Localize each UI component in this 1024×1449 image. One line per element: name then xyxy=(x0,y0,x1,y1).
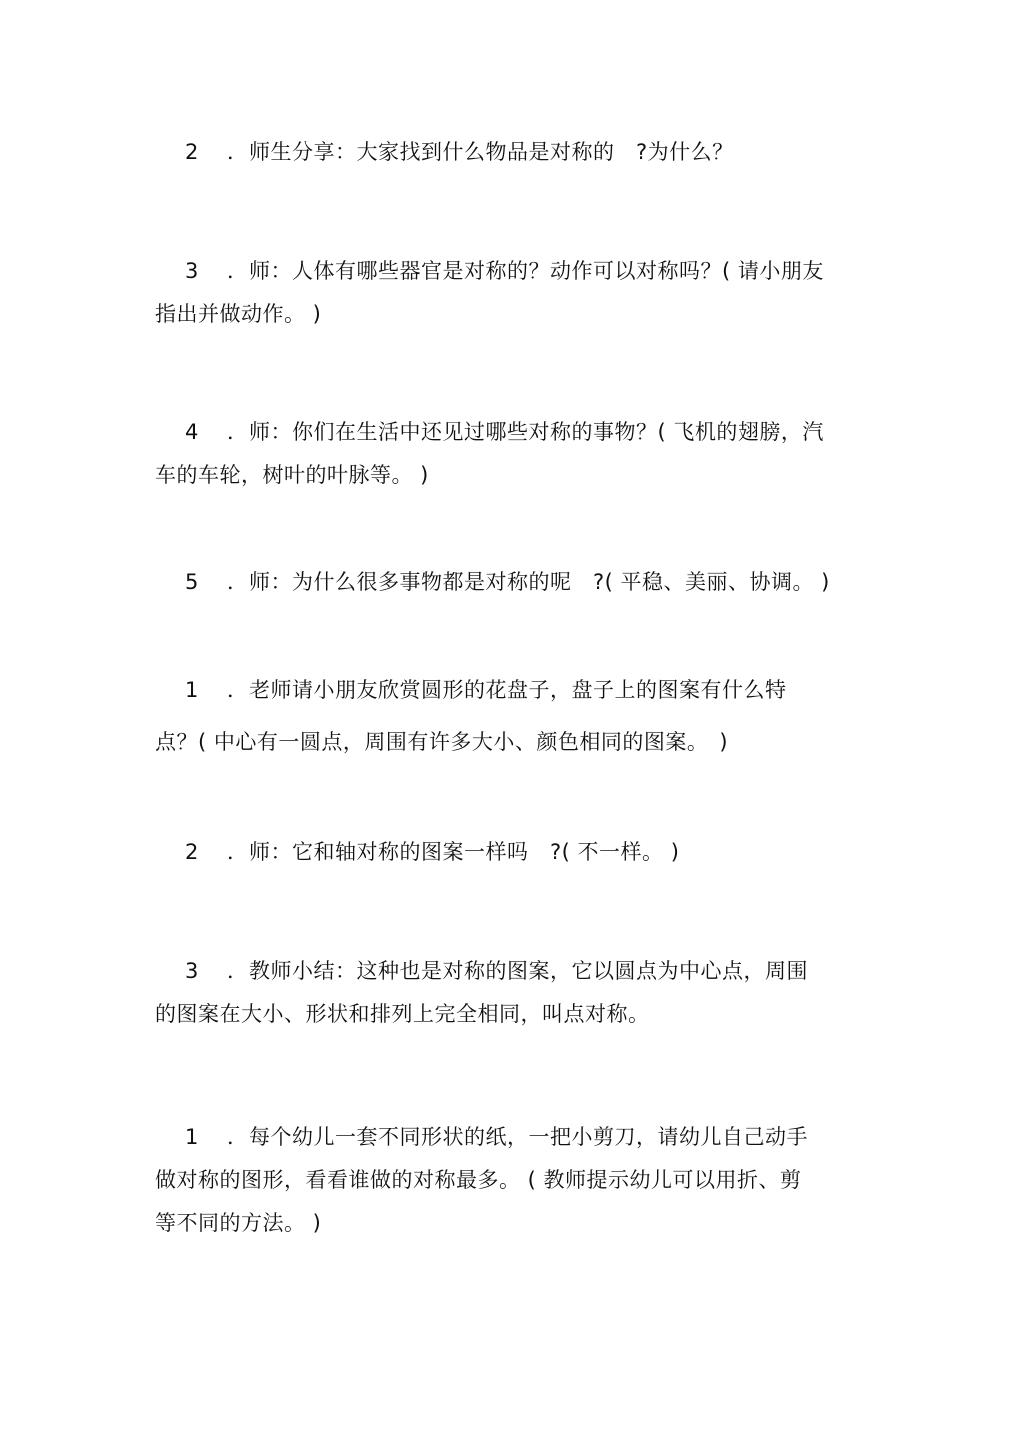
item-text: 点？( 中心有一圆点，周围有许多大小、颜色相同的图案。 ) xyxy=(155,730,729,754)
item-number: 1 xyxy=(185,678,199,702)
item-separator: ． xyxy=(227,678,249,702)
item-number: 2 xyxy=(185,140,199,164)
item-text: 师：你们在生活中还见过哪些对称的事物？( 飞机的翅膀，汽 xyxy=(249,420,824,444)
item-number: 5 xyxy=(185,570,199,594)
item-separator: ． xyxy=(227,259,249,283)
item-separator: ． xyxy=(227,1125,249,1149)
list-item xyxy=(155,250,845,336)
item-separator: ． xyxy=(227,840,249,864)
item-separator: ． xyxy=(227,420,249,444)
item-text: 指出并做动作。 ) xyxy=(155,302,322,326)
item-text: 车的车轮，树叶的叶脉等。 ) xyxy=(155,463,429,487)
item-text: 老师请小朋友欣赏圆形的花盘子，盘子上的图案有什么特 xyxy=(249,678,787,702)
list-item xyxy=(155,831,845,874)
list-item xyxy=(155,561,845,604)
item-text: 等不同的方法。 ) xyxy=(155,1211,322,1235)
item-text: 做对称的图形，看看谁做的对称最多。 ( 教师提示幼儿可以用折、剪 xyxy=(155,1168,802,1192)
item-separator: ． xyxy=(227,140,249,164)
item-number: 4 xyxy=(185,420,199,444)
item-separator: ． xyxy=(227,570,249,594)
item-text: 师生分享：大家找到什么物品是对称的 ?为什么？ xyxy=(249,140,734,164)
item-text: 教师小结：这种也是对称的图案，它以圆点为中心点，周围 xyxy=(249,959,808,983)
item-text: 师：为什么很多事物都是对称的呢 ?( 平稳、美丽、协调。 ) xyxy=(249,570,830,594)
item-text: 师：人体有哪些器官是对称的？动作可以对称吗？( 请小朋友 xyxy=(249,259,824,283)
item-number: 2 xyxy=(185,840,199,864)
list-item xyxy=(155,411,845,497)
list-item xyxy=(155,131,845,174)
item-number: 3 xyxy=(185,259,199,283)
item-text: 师：它和轴对称的图案一样吗 ?( 不一样。 ) xyxy=(249,840,680,864)
list-item xyxy=(155,669,845,764)
list-item xyxy=(155,950,845,1036)
item-number: 3 xyxy=(185,959,199,983)
item-text: 每个幼儿一套不同形状的纸，一把小剪刀，请幼儿自己动手 xyxy=(249,1125,808,1149)
item-text: 的图案在大小、形状和排列上完全相同，叫点对称。 xyxy=(155,1002,650,1026)
item-number: 1 xyxy=(185,1125,199,1149)
item-separator: ． xyxy=(227,959,249,983)
list-item xyxy=(155,1116,845,1245)
